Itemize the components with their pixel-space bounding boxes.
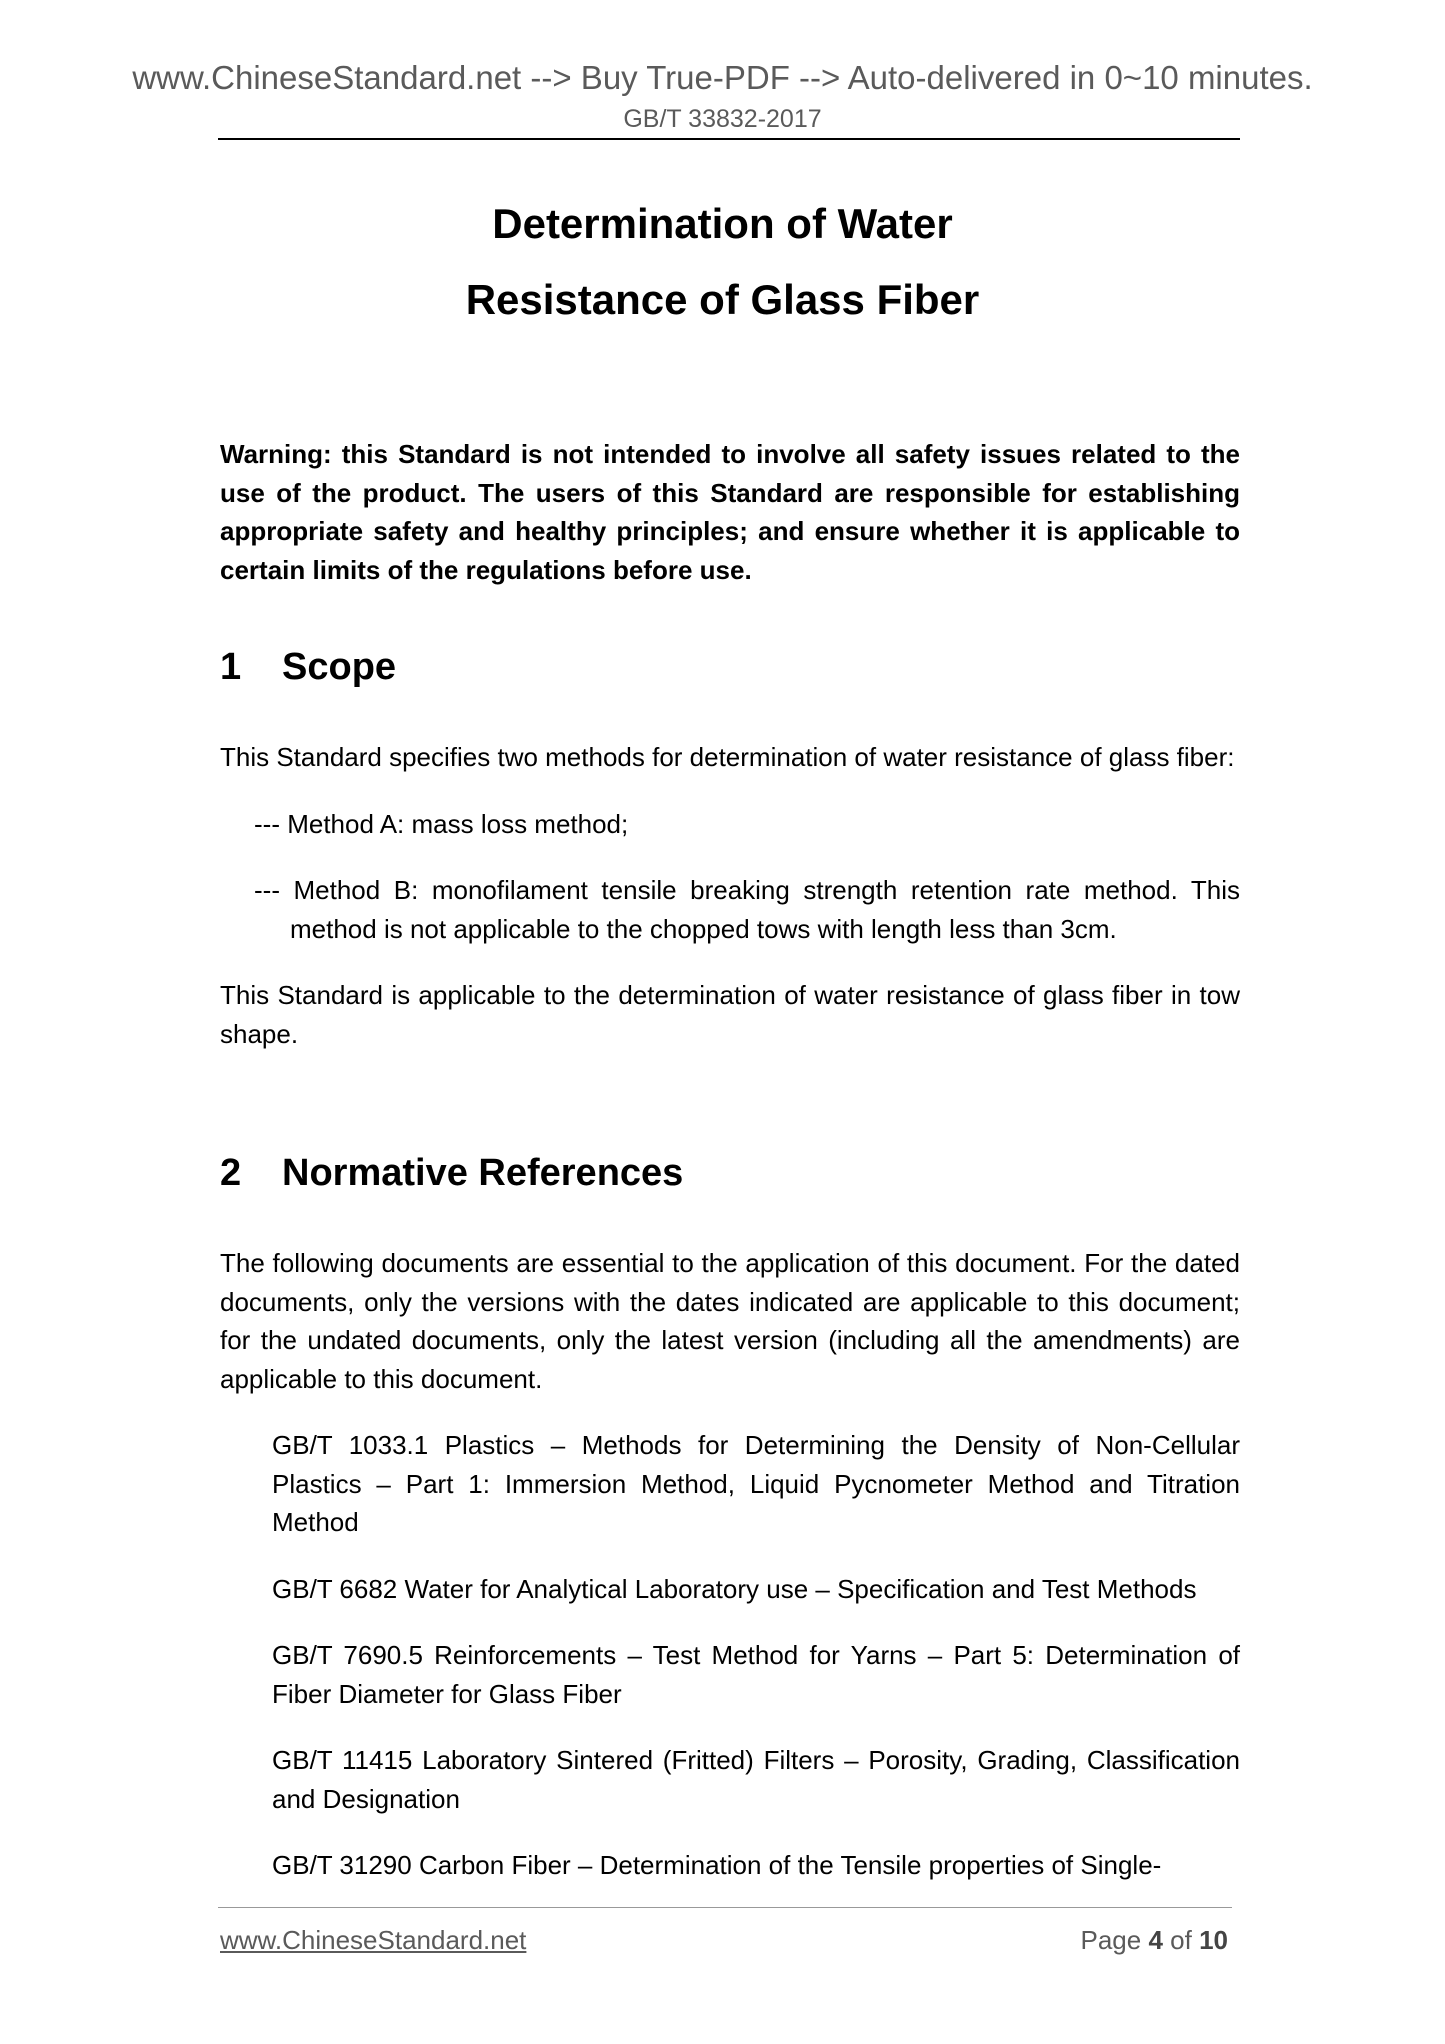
page-indicator (1080, 1923, 1228, 1957)
section-2-body (220, 1244, 1240, 1913)
document-title (0, 186, 1445, 338)
page-of: of (1170, 1925, 1192, 1955)
reference-item: GB/T 7690.5 Reinforcements – Test Method for Yarns – Part 5: Determination of Fiber Diameter for Glass Fiber (272, 1640, 1240, 1709)
section-1-body (220, 738, 1240, 1081)
standard-code: GB/T 33832-2017 (623, 105, 822, 133)
reference-item: GB/T 1033.1 Plastics – Methods for Determining the Density of Non-Cellular Plastics – Part 1: Immersion Method, Liquid Pycnometer Method and Titration Method (272, 1430, 1240, 1537)
scope-applicability: This Standard is applicable to the determination of water resistance of glass fiber in tow shape. (220, 980, 1240, 1049)
footer-site-link[interactable]: www.ChineseStandard.net (220, 1925, 527, 1955)
page-current: 4 (1148, 1925, 1163, 1955)
scope-bullet-method-a: --- Method A: mass loss method; (254, 808, 629, 839)
reference-item: GB/T 11415 Laboratory Sintered (Fritted) Filters – Porosity, Grading, Classification and Designation (272, 1745, 1240, 1814)
section-1-heading (220, 644, 396, 690)
page-label: Page (1080, 1925, 1142, 1955)
header-divider (218, 138, 1240, 140)
reference-item: GB/T 6682 Water for Analytical Laboratory use – Specification and Test Methods (272, 1573, 1197, 1604)
title-line-2: Resistance of Glass Fiber (465, 276, 980, 323)
warning-notice: Warning: this Standard is not intended to involve all safety issues related to the use of the product. The users of this Standard are responsible for establishing appropriate safety and healthy principles; and ensure whether it is applicable to certain limits of the regulations before use. (220, 439, 1240, 585)
header-banner: www.ChineseStandard.net --> Buy True-PDF --> Auto-delivered in 0~10 minutes. (132, 59, 1313, 96)
page-total: 10 (1199, 1925, 1228, 1955)
section-2-number: 2 (220, 1152, 242, 1194)
scope-intro: This Standard specifies two methods for determination of water resistance of glass fiber: (220, 742, 1235, 772)
footer-divider (218, 1907, 1232, 1908)
references-intro: The following documents are essential to the application of this document. For the dated documents, only the versions with the dates indicated are applicable to this document; for the undated documents, only the latest version (including all the amendments) are applicable to this document. (220, 1248, 1240, 1394)
section-1-title: Scope (282, 646, 397, 688)
scope-bullet-method-b: --- Method B: monofilament tensile breaking strength retention rate method. This method is not applicable to the chopped tows with length less than 3cm. (254, 875, 1240, 944)
section-2-title: Normative References (282, 1152, 684, 1194)
section-2-heading (220, 1150, 683, 1196)
reference-item: GB/T 31290 Carbon Fiber – Determination of the Tensile properties of Single- (272, 1850, 1162, 1880)
section-1-number: 1 (220, 646, 242, 688)
title-line-1: Determination of Water (492, 200, 953, 247)
